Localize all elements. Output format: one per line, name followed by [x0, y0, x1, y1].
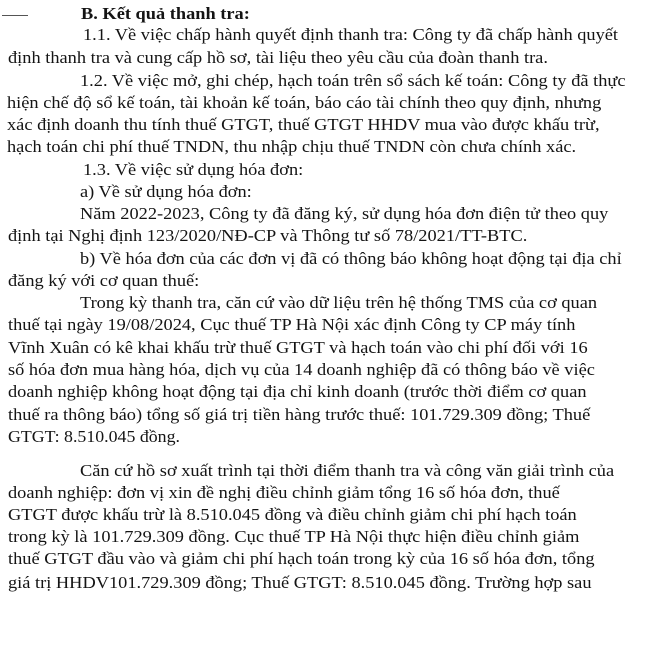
text-line: Căn cứ hồ sơ xuất trình tại thời điểm thanh tra và công văn giải trình của [80, 461, 615, 480]
text-line: Trong kỳ thanh tra, căn cứ vào dữ liệu trên hệ thống TMS của cơ quan [80, 293, 598, 312]
text-line: thuế ra thông báo) tổng số giá trị tiền hàng trước thuế: 101.729.309 đồng; Thuế [8, 405, 591, 424]
text-line: Năm 2022-2023, Công ty đã đăng ký, sử dụng hóa đơn điện tử theo quy [80, 204, 609, 223]
text-line: trong kỳ là 101.729.309 đồng. Cục thuế TP Hà Nội thực hiện điều chỉnh giảm [8, 527, 580, 546]
text-line: doanh nghiệp không hoạt động tại địa chỉ kinh doanh (trước thời điểm cơ quan [8, 382, 587, 401]
text-line: thuế tại ngày 19/08/2024, Cục thuế TP Hà Nội xác định Công ty CP máy tính [8, 315, 576, 334]
text-line: 1.2. Về việc mở, ghi chép, hạch toán trên sổ sách kế toán: Công ty đã thực [80, 71, 626, 90]
text-line: 1.3. Về việc sử dụng hóa đơn: [83, 160, 304, 179]
text-line: GTGT được khấu trừ là 8.510.045 đồng và điều chỉnh giảm chi phí hạch toán [8, 505, 577, 524]
text-line: số hóa đơn mua hàng hóa, dịch vụ của 14 doanh nghiệp đã có thông báo về việc [8, 360, 595, 379]
text-line: đăng ký với cơ quan thuế: [8, 271, 200, 290]
text-line: b) Về hóa đơn của các đơn vị đã có thông báo không hoạt động tại địa chỉ [80, 249, 622, 268]
text-line: hiện chế độ sổ kế toán, tài khoản kế toán, báo cáo tài chính theo quy định, nhưng [7, 93, 602, 112]
text-line: định thanh tra và cung cấp hồ sơ, tài liệu theo yêu cầu của đoàn thanh tra. [8, 48, 548, 67]
text-line: giá trị HHDV101.729.309 đồng; Thuế GTGT: 8.510.045 đồng. Trường hợp sau [8, 573, 592, 592]
text-line: thuế GTGT đầu vào và giảm chi phí hạch toán trong kỳ của 16 số hóa đơn, tổng [8, 549, 595, 568]
text-line: doanh nghiệp: đơn vị xin đề nghị điều chỉnh giảm tổng 16 số hóa đơn, thuế [8, 483, 560, 502]
text-line: GTGT: 8.510.045 đồng. [8, 427, 180, 446]
text-line: Vĩnh Xuân có kê khai khấu trừ thuế GTGT và hạch toán vào chi phí đối với 16 [8, 338, 588, 357]
text-line: a) Về sử dụng hóa đơn: [80, 182, 252, 201]
text-line: định tại Nghị định 123/2020/NĐ-CP và Thông tư số 78/2021/TT-BTC. [8, 226, 528, 245]
text-line: hạch toán chi phí thuế TNDN, thu nhập chịu thuế TNDN còn chưa chính xác. [7, 137, 577, 156]
section-heading: B. Kết quả thanh tra: [81, 4, 250, 23]
text-line: 1.1. Về việc chấp hành quyết định thanh tra: Công ty đã chấp hành quyết [83, 25, 619, 44]
text-line: xác định doanh thu tính thuế GTGT, thuế GTGT HHDV mua vào được khấu trừ, [7, 115, 600, 134]
margin-dash [2, 15, 28, 16]
